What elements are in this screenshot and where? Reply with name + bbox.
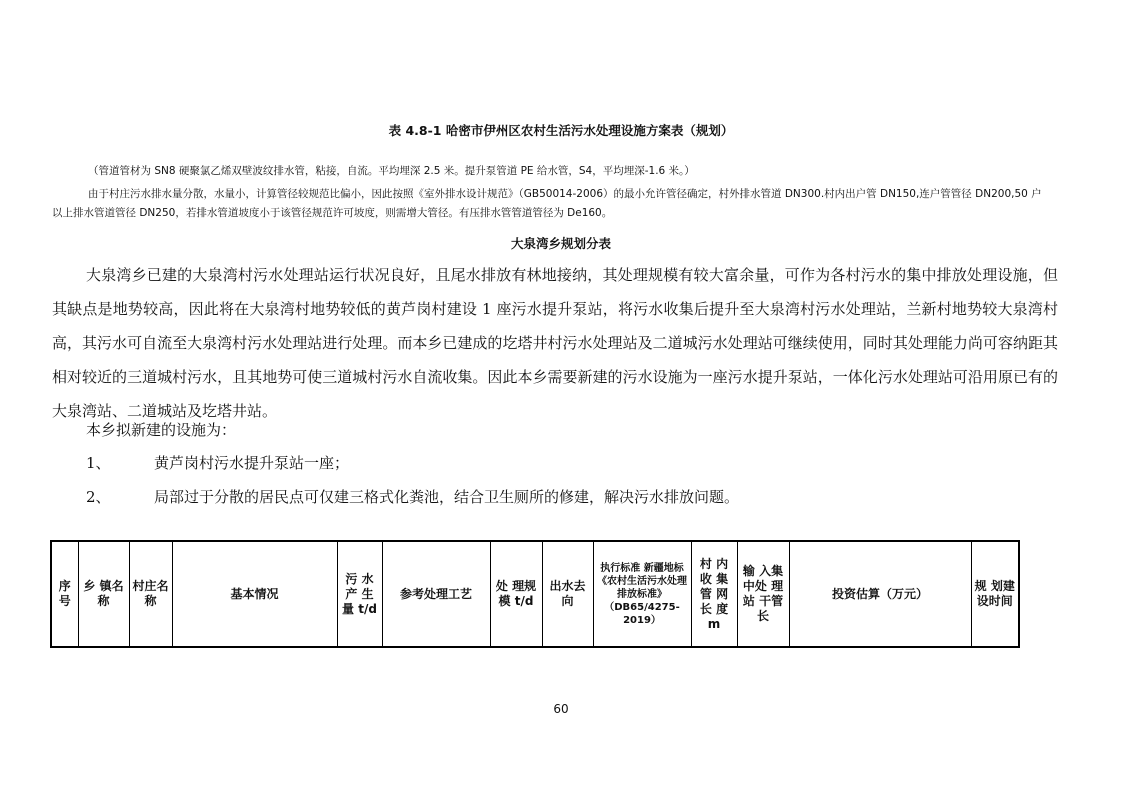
header-basic-info: 基本情况 [172,541,337,647]
header-process: 参考处理工艺 [382,541,490,647]
facility-plan-table [50,540,1020,648]
header-pipe-length: 村 内收 集管 网长 度 m [691,541,737,647]
header-destination: 出水去向 [542,541,593,647]
header-scale: 处 理规 模 t/d [490,541,542,647]
township-description-paragraph: 大泉湾乡已建的大泉湾村污水处理站运行状况良好，且尾水排放有林地接纳，其处理规模有较大富余量，可作为各村污水的集中排放处理设施，但其缺点是地势较高，因此将在大泉湾村地势较低的黄芦岗村建设 1 座污水提升泵站，将污水收集后提升至大泉湾村污水处理站，兰新村地势较大泉湾村高，其污水可自流至大泉湾村污水处理站进行处理。而本乡已建成的圪塔井村污水处理站及二道城污水处理站可继续使用，同时其处理能力尚可容纳距其相对较近的三道城村污水，且其地势可使三道城村污水自流收集。因此本乡需要新建的污水设施为一座污水提升泵站，一体化污水处理站可沿用原已有的大泉湾站、二道城站及圪塔井站。 [52,266,1058,420]
header-schedule: 规 划建 设时间 [971,541,1019,647]
header-township: 乡 镇名称 [78,541,129,647]
header-conveyance: 输 入集 中处 理站 干管 长 [737,541,789,647]
subtable-title: 大泉湾乡规划分表 [510,236,611,251]
pipe-material-note: （管道管材为 SN8 硬聚氯乙烯双壁波纹排水管，粘接，自流。平均埋深 2.5 米。提升泵管道 PE 给水管，S4，平均埋深-1.6 米。） [88,165,695,177]
header-village: 村庄名称 [129,541,172,647]
table-header-row [51,541,1019,647]
header-seq: 序号 [51,541,78,647]
header-investment: 投资估算（万元） [789,541,971,647]
list-item-number: 2、 [86,488,111,506]
list-item-text: 局部过于分散的居民点可仅建三格式化粪池，结合卫生厕所的修建，解决污水排放问题。 [154,488,740,506]
list-item [86,480,739,514]
page-number: 60 [553,702,569,716]
table-title: 表 4.8-1 哈密市伊州区农村生活污水处理设施方案表（规划） [388,123,734,138]
facilities-intro: 本乡拟新建的设施为： [86,421,237,439]
list-item-text: 黄芦岗村污水提升泵站一座； [154,454,350,472]
list-item-number: 1、 [86,454,111,472]
list-item [86,446,349,480]
pipe-diameter-note: 由于村庄污水排水量分散，水量小，计算管径较规范比偏小，因此按照《室外排水设计规范》（GB50014-2006）的最小允许管径确定，村外排水管道 DN300.村内出户管 DN150,连户管管径 DN200,50 户以上排水管道管径 DN250，若排水管道坡度小于该管径规范许可坡度，则需增大管径。有压排水管管道管径为 De160。 [52,188,1042,219]
header-standard: 执行标准 新疆地标《农村生活污水处理排放标准》（DB65/4275-2019） [593,541,691,647]
header-sewage-volume: 污 水产 生量 t/d [337,541,382,647]
